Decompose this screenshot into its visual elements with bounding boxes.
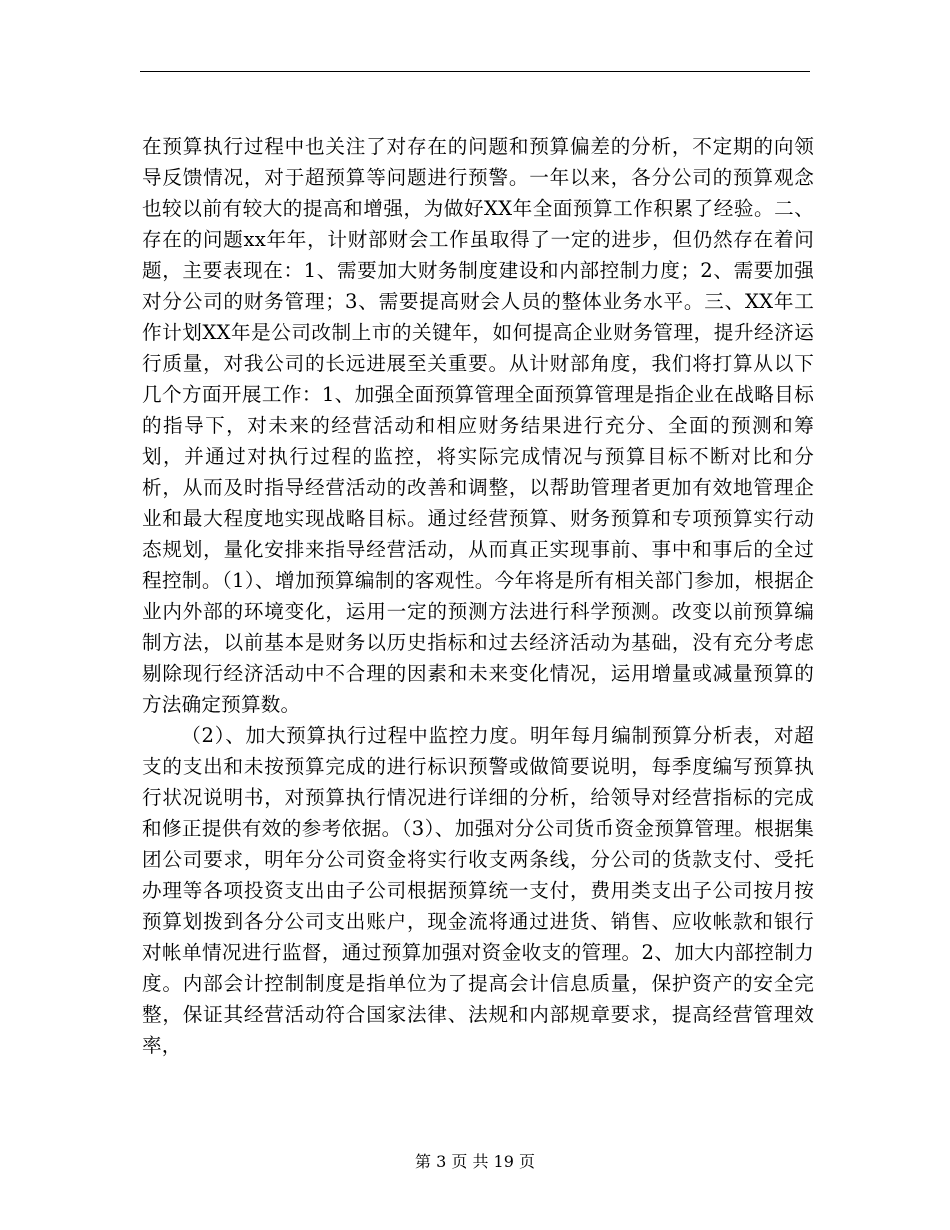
paragraph-1: 在预算执行过程中也关注了对存在的问题和预算偏差的分析，不定期的向领导反馈情况，对于超预算等问题进行预警。一年以来，各分公司的预算观念也较以前有较大的提高和增强，为做好XX年全面预算工作积累了经验。二、存在的问题xx年年，计财部财会工作虽取得了一定的进步，但仍然存在着问题，主要表现在：1、需要加大财务制度建设和内部控制力度；2、需要加强对分公司的财务管理；3、需要提高财会人员的整体业务水平。三、XX年工作计划XX年是公司改制上市的关键年，如何提高企业财务管理，提升经济运行质量，对我公司的长远进展至关重要。从计财部角度，我们将打算从以下几个方面开展工作：1、加强全面预算管理全面预算管理是指企业在战略目标的指导下，对未来的经营活动和相应财务结果进行充分、全面的预测和筹划，并通过对执行过程的监控，将实际完成情况与预算目标不断对比和分析，从而及时指导经营活动的改善和调整，以帮助管理者更加有效地管理企业和最大程度地实现战略目标。通过经营预算、财务预算和专项预算实行动态规划，量化安排来指导经营活动，从而真正实现事前、事中和事后的全过程控制。（1）、增加预算编制的客观性。今年将是所有相关部门参加，根据企业内外部的环境变化，运用一定的预测方法进行科学预测。改变以前预算编制方法，以前基本是财务以历史指标和过去经济活动为基础，没有充分考虑剔除现行经济活动中不合理的因素和未来变化情况，运用增量或减量预算的方法确定预算数。 — [142, 135, 814, 716]
document-body — [142, 131, 814, 1061]
paragraph-2: （2）、加大预算执行过程中监控力度。明年每月编制预算分析表，对超支的支出和未按预算完成的进行标识预警或做简要说明，每季度编写预算执行状况说明书，对预算执行情况进行详细的分析，给领导对经营指标的完成和修正提供有效的参考依据。（3）、加强对分公司货币资金预算管理。根据集团公司要求，明年分公司资金将实行收支两条线，分公司的货款支付、受托办理等各项投资支出由子公司根据预算统一支付，费用类支出子公司按月按预算划拨到各分公司支出账户，现金流将通过进货、销售、应收帐款和银行对帐单情况进行监督，通过预算加强对资金收支的管理。2、加大内部控制力度。内部会计控制制度是指单位为了提高会计信息质量，保护资产的安全完整，保证其经营活动符合国家法律、法规和内部规章要求，提高经营管理效率， — [142, 724, 814, 1057]
header-rule — [140, 71, 810, 72]
page-footer — [0, 1152, 950, 1172]
page-number-label: 第 3 页 共 19 页 — [415, 1152, 535, 1171]
